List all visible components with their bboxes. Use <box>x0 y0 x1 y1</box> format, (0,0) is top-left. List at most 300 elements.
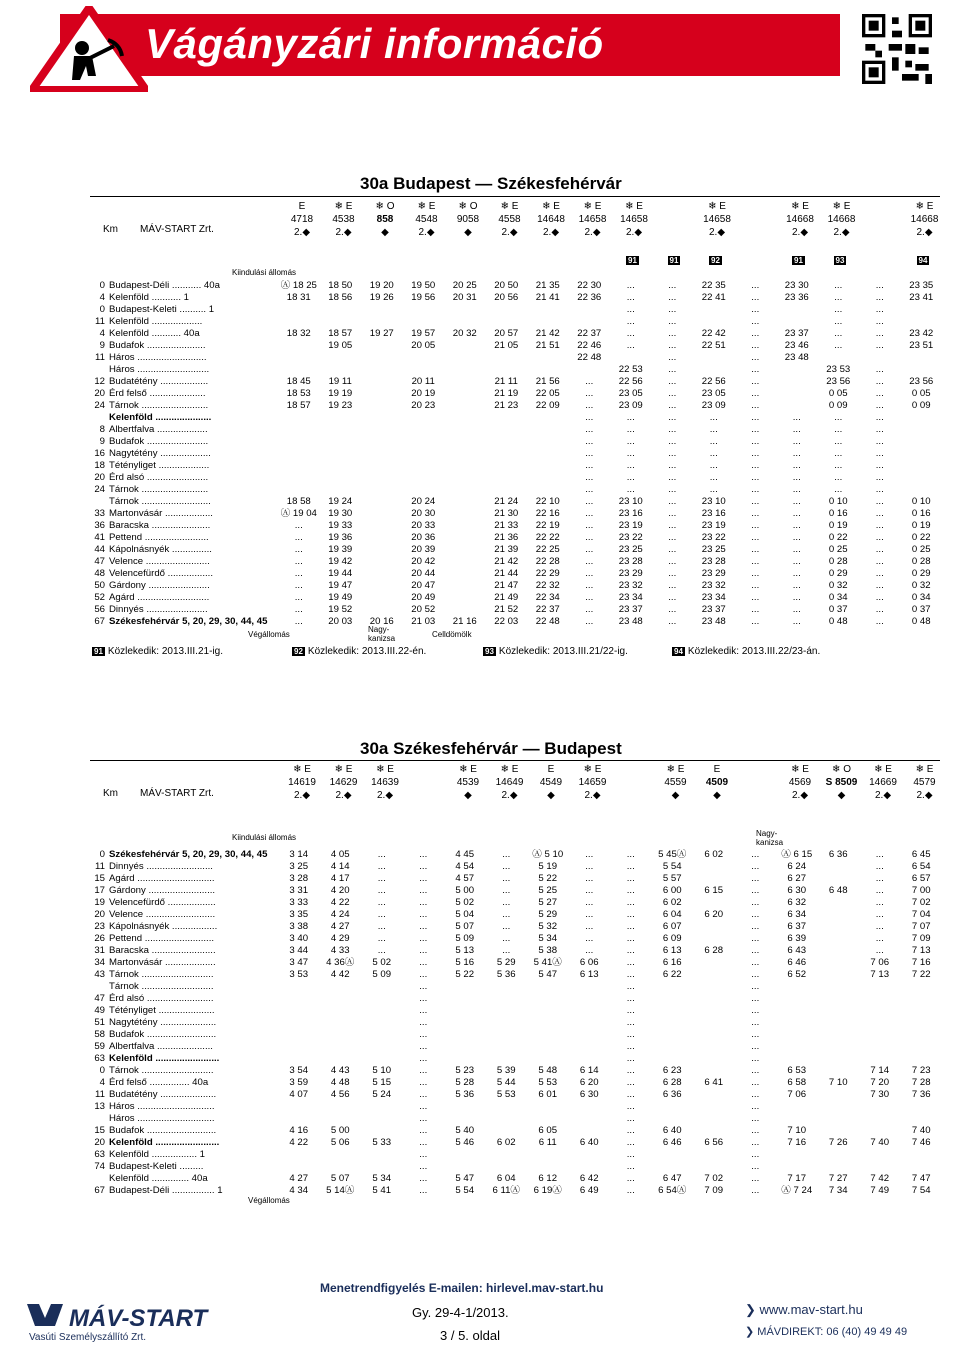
time-cell: ... <box>626 945 635 956</box>
time-cell: ... <box>626 933 635 944</box>
time-cell: 6 01 <box>538 1089 558 1100</box>
station-cell: Tárnok ........................... <box>109 1065 214 1076</box>
section2-origin-note: Nagy-kanizsa <box>756 829 784 847</box>
time-cell <box>444 532 486 544</box>
time-cell: ... <box>751 1041 760 1052</box>
section2-row <box>90 993 942 1005</box>
time-cell <box>693 1161 735 1173</box>
time-cell <box>859 1053 901 1065</box>
footnote <box>672 646 820 657</box>
time-cell: ... <box>626 424 635 435</box>
time-cell: 7 34 <box>828 1185 848 1196</box>
time-cell: ... <box>751 484 760 495</box>
time-cell <box>776 1005 818 1017</box>
section2-train-header <box>488 763 532 802</box>
time-cell <box>278 1113 320 1125</box>
station-cell: Budafok .......................... <box>109 1029 217 1040</box>
time-cell: ... <box>751 1173 760 1184</box>
time-cell <box>278 1017 320 1029</box>
time-cell: 22 25 <box>535 544 560 555</box>
time-cell: ... <box>875 849 884 860</box>
time-cell <box>693 861 735 873</box>
time-cell: ... <box>792 424 801 435</box>
time-cell: ... <box>751 508 760 519</box>
time-cell <box>403 304 445 316</box>
time-cell: ... <box>419 1041 428 1052</box>
section2-row <box>90 861 942 873</box>
section2-row <box>90 945 942 957</box>
time-cell <box>486 981 528 993</box>
time-cell: 7 06 <box>787 1089 807 1100</box>
time-cell <box>361 388 403 400</box>
time-cell: 23 28 <box>701 556 726 567</box>
time-cell <box>693 1053 735 1065</box>
time-cell: ... <box>751 496 760 507</box>
time-cell: ... <box>419 933 428 944</box>
time-cell: ... <box>585 556 594 567</box>
train-number: 4718 <box>290 214 314 225</box>
time-cell: 5 04 <box>455 909 475 920</box>
time-cell: ... <box>626 993 635 1004</box>
time-cell <box>818 993 860 1005</box>
km-cell: 13 <box>94 1101 105 1112</box>
time-cell: 23 16 <box>701 508 726 519</box>
time-cell: ... <box>834 412 843 423</box>
train-number: 14669 <box>869 777 897 788</box>
time-cell <box>901 364 943 376</box>
section1-operator: MÁV-START Zrt. <box>140 224 214 235</box>
time-cell: ... <box>626 1089 635 1100</box>
time-cell: 5 47 <box>455 1173 475 1184</box>
time-cell: ... <box>792 484 801 495</box>
time-cell: 20 33 <box>411 520 436 531</box>
time-cell: 4 27 <box>330 921 350 932</box>
time-cell: 20 23 <box>411 400 436 411</box>
time-cell: ... <box>294 556 303 567</box>
time-cell: 23 53 <box>826 364 851 375</box>
time-cell: 20 50 <box>494 280 519 291</box>
time-cell: ... <box>875 520 884 531</box>
time-cell <box>486 1017 528 1029</box>
time-cell: 23 29 <box>701 568 726 579</box>
time-cell: ... <box>751 1089 760 1100</box>
time-cell <box>693 304 735 316</box>
time-cell: 7 07 <box>911 921 931 932</box>
time-cell: ... <box>792 460 801 471</box>
station-cell: Háros ............................. <box>109 1113 215 1124</box>
km-cell: 12 <box>94 376 105 387</box>
section2-row <box>90 873 942 885</box>
time-cell <box>901 352 943 364</box>
time-cell <box>361 424 403 436</box>
time-cell: 23 42 <box>909 328 934 339</box>
train-class: 2.◆ <box>335 227 352 238</box>
time-cell: 6 05 <box>538 1125 558 1136</box>
section2-row <box>90 1101 942 1113</box>
time-cell <box>859 1113 901 1125</box>
time-cell: 6 48 <box>828 885 848 896</box>
station-cell: Baracska ........................ <box>109 945 216 956</box>
time-cell: 5 40 <box>455 1125 475 1136</box>
time-cell: ... <box>792 448 801 459</box>
km-cell <box>90 981 108 993</box>
time-cell <box>403 472 445 484</box>
time-cell: ... <box>626 472 635 483</box>
section2-train-header <box>778 763 822 802</box>
time-cell: 6 58 <box>787 1077 807 1088</box>
time-cell: 23 48 <box>618 616 643 627</box>
time-cell <box>569 1053 611 1065</box>
time-cell: 21 33 <box>494 520 519 531</box>
time-cell: ... <box>668 544 677 555</box>
time-cell <box>527 981 569 993</box>
time-cell: 6 24 <box>787 861 807 872</box>
time-cell: 5 36 <box>496 969 516 980</box>
time-cell <box>486 364 528 376</box>
train-symbol: ❄ E <box>708 201 726 212</box>
time-cell <box>361 1161 403 1173</box>
station-cell: Érd alsó ......................... <box>109 993 214 1004</box>
time-cell <box>278 424 320 436</box>
time-cell: ... <box>668 616 677 627</box>
km-cell: 0 <box>99 1065 105 1076</box>
time-cell <box>527 460 569 472</box>
section1-row <box>90 544 942 556</box>
km-cell: 20 <box>94 472 105 483</box>
time-cell <box>901 412 943 424</box>
time-cell: 4 48 <box>330 1077 350 1088</box>
km-cell: 4 <box>99 292 105 303</box>
time-cell <box>361 436 403 448</box>
time-cell: 22 56 <box>618 376 643 387</box>
time-cell: ... <box>502 945 511 956</box>
time-cell <box>693 897 735 909</box>
time-cell: 20 57 <box>494 328 519 339</box>
time-cell: 22 22 <box>535 532 560 543</box>
time-cell: 4 14 <box>330 861 350 872</box>
time-cell <box>361 1101 403 1113</box>
time-cell <box>818 1161 860 1173</box>
time-cell: 0 19 <box>828 520 848 531</box>
time-cell: 18 32 <box>286 328 311 339</box>
time-cell <box>320 436 362 448</box>
train-number: 4579 <box>913 777 936 788</box>
time-cell: ... <box>751 1137 760 1148</box>
km-cell: 9 <box>99 436 105 447</box>
time-cell: ... <box>585 484 594 495</box>
time-cell <box>776 316 818 328</box>
time-cell: ... <box>626 921 635 932</box>
time-cell: ... <box>419 1053 428 1064</box>
section1-train-header <box>529 200 573 239</box>
time-cell: 19 11 <box>328 376 352 387</box>
time-cell: ... <box>585 544 594 555</box>
time-cell: 6 49 <box>579 1185 599 1196</box>
time-cell: 7 04 <box>911 909 931 920</box>
time-cell <box>486 472 528 484</box>
section2-train-header <box>446 763 490 802</box>
time-cell: ... <box>668 604 677 615</box>
time-cell: 5 38 <box>538 945 558 956</box>
time-cell: ... <box>751 376 760 387</box>
section2-train-header <box>571 763 615 802</box>
section2-row <box>90 885 942 897</box>
time-cell: 6 46 <box>787 957 807 968</box>
time-cell: 21 23 <box>494 400 519 411</box>
time-cell: 23 35 <box>909 280 934 291</box>
footer-website-link[interactable]: ❯ www.mav-start.hu <box>745 1302 863 1317</box>
time-cell: ... <box>668 280 677 291</box>
time-cell: 5 19 <box>538 861 558 872</box>
time-cell: ... <box>668 388 677 399</box>
time-cell: ... <box>419 1005 428 1016</box>
train-symbol: ❄ E <box>583 201 602 212</box>
section1-row <box>90 568 942 580</box>
station-cell: Háros ............................. <box>109 1101 215 1112</box>
train-number: 4509 <box>705 777 729 788</box>
km-cell <box>90 1173 108 1185</box>
section1-row <box>90 280 942 292</box>
time-cell: 22 53 <box>618 364 643 375</box>
time-cell <box>693 1113 735 1125</box>
station-cell: Baracska ...................... <box>109 520 211 531</box>
time-cell: 23 34 <box>701 592 726 603</box>
time-cell <box>527 1017 569 1029</box>
time-cell: ... <box>875 532 884 543</box>
time-cell <box>652 1101 694 1113</box>
time-cell: 7 22 <box>911 969 931 980</box>
km-cell: 34 <box>94 957 105 968</box>
section2-km-label: Km <box>103 788 118 799</box>
time-cell <box>527 304 569 316</box>
time-cell: 5 02 <box>372 957 392 968</box>
time-cell: 22 30 <box>577 280 602 291</box>
time-cell: ... <box>834 292 843 303</box>
time-cell: 3 33 <box>289 897 309 908</box>
train-number: 14658 <box>620 214 648 225</box>
time-cell: 7 46 <box>911 1137 931 1148</box>
time-cell <box>361 448 403 460</box>
section1-train-header <box>903 200 947 239</box>
time-cell: ... <box>626 304 635 315</box>
time-cell <box>278 340 320 352</box>
section1-row <box>90 604 942 616</box>
train-number: S 8509 <box>825 777 858 788</box>
km-cell: 49 <box>94 1005 105 1016</box>
time-cell: ... <box>792 472 801 483</box>
time-cell <box>444 364 486 376</box>
train-symbol: ❄ E <box>459 764 477 775</box>
time-cell <box>818 909 860 921</box>
time-cell: ... <box>585 460 594 471</box>
time-cell: 0 25 <box>911 544 931 555</box>
time-cell: ... <box>377 861 386 872</box>
time-cell: ... <box>419 1173 428 1184</box>
section2-row <box>90 1053 942 1065</box>
time-cell: ... <box>377 873 386 884</box>
time-cell <box>652 981 694 993</box>
time-cell: 5 29 <box>538 909 558 920</box>
time-cell: ... <box>626 448 635 459</box>
time-cell: ... <box>875 424 884 435</box>
time-cell: 21 16 <box>452 616 477 627</box>
time-cell <box>901 1017 943 1029</box>
time-cell: 23 36 <box>784 292 809 303</box>
time-cell: ... <box>626 1149 635 1160</box>
time-cell: 6 13 <box>662 945 682 956</box>
time-cell: ... <box>668 472 677 483</box>
time-cell: 6 27 <box>787 873 807 884</box>
time-cell <box>527 424 569 436</box>
train-number: 4538 <box>332 214 355 225</box>
time-cell: 23 25 <box>701 544 726 555</box>
station-cell: Kelenföld ........... 1 <box>109 292 189 303</box>
time-cell: ... <box>585 873 594 884</box>
time-cell: 21 47 <box>494 580 519 591</box>
time-cell: ... <box>751 364 760 375</box>
time-cell <box>444 508 486 520</box>
time-cell <box>901 1101 943 1113</box>
time-cell: ... <box>751 1125 760 1136</box>
time-cell: ... <box>834 340 843 351</box>
time-cell <box>361 520 403 532</box>
time-cell <box>361 1017 403 1029</box>
time-cell: ... <box>626 328 635 339</box>
km-cell: 0 <box>99 849 105 860</box>
time-cell <box>693 316 735 328</box>
time-cell: ... <box>419 981 428 992</box>
time-cell: 7 28 <box>911 1077 931 1088</box>
time-cell: 4 34 <box>289 1185 309 1196</box>
time-cell: 0 48 <box>828 616 848 627</box>
time-cell: 5 06 <box>330 1137 350 1148</box>
time-cell: ... <box>668 400 677 411</box>
time-cell: 6 09 <box>662 933 682 944</box>
time-cell: ... <box>875 897 884 908</box>
time-cell <box>361 472 403 484</box>
time-cell: ... <box>751 1101 760 1112</box>
train-number: 4549 <box>539 777 563 788</box>
time-cell: ... <box>834 328 843 339</box>
section1-title: 30a Budapest — Székesfehérvár <box>360 174 622 193</box>
time-cell <box>818 861 860 873</box>
time-cell: ... <box>585 472 594 483</box>
time-cell: 0 05 <box>911 388 931 399</box>
time-cell: 6 11 <box>538 1137 557 1148</box>
time-cell: ... <box>751 472 760 483</box>
time-cell: 7 09 <box>911 933 931 944</box>
time-cell: ... <box>585 520 594 531</box>
time-cell: ... <box>419 921 428 932</box>
time-cell: ... <box>792 556 801 567</box>
time-cell: ... <box>626 1113 635 1124</box>
time-cell: ... <box>792 616 801 627</box>
train-symbol: ❄ E <box>915 764 934 775</box>
time-cell: ... <box>585 568 594 579</box>
km-cell: 31 <box>94 945 105 956</box>
train-number: 14629 <box>329 777 358 788</box>
time-cell <box>901 1005 943 1017</box>
time-cell <box>403 352 445 364</box>
station-cell: Kelenföld ................. 1 <box>109 1149 205 1160</box>
time-cell: ... <box>626 460 635 471</box>
time-cell <box>444 376 486 388</box>
time-cell: 0 32 <box>828 580 848 591</box>
train-number: 4558 <box>498 214 521 225</box>
train-symbol: ❄ E <box>417 201 436 212</box>
time-cell <box>818 1017 860 1029</box>
time-cell <box>320 460 362 472</box>
time-cell <box>776 1017 818 1029</box>
time-cell <box>403 424 445 436</box>
time-cell <box>320 1161 362 1173</box>
time-cell <box>818 933 860 945</box>
footer-page-number: 3 / 5. oldal <box>440 1328 500 1343</box>
time-cell <box>444 993 486 1005</box>
time-cell: ... <box>834 424 843 435</box>
time-cell: 5 48 <box>538 1065 558 1076</box>
time-cell: 5 10 <box>372 1065 392 1076</box>
time-cell <box>693 364 735 376</box>
time-cell: 7 13 <box>911 945 931 956</box>
time-cell <box>320 448 362 460</box>
time-cell: 23 32 <box>618 580 643 591</box>
time-cell: ... <box>377 945 386 956</box>
time-cell: ... <box>792 496 801 507</box>
time-cell: ... <box>751 292 760 303</box>
time-cell: 5 32 <box>538 921 558 932</box>
time-cell: 20 16 <box>369 616 394 627</box>
station-cell: Dinnyés ....................... <box>109 604 208 615</box>
time-cell <box>320 484 362 496</box>
station-cell: Velence .......................... <box>109 909 216 920</box>
time-cell: 6 43 <box>787 945 807 956</box>
km-cell: 50 <box>94 580 105 591</box>
time-cell: 6 40 <box>579 1137 599 1148</box>
time-cell <box>693 1017 735 1029</box>
time-cell: 4 22 <box>330 897 350 908</box>
section2-row <box>90 1077 942 1089</box>
time-cell: ... <box>377 897 386 908</box>
time-cell: ... <box>626 885 635 896</box>
footnote <box>292 646 426 657</box>
train-class: 2.◆ <box>625 227 643 238</box>
time-cell <box>901 424 943 436</box>
time-cell: 21 41 <box>535 292 560 303</box>
section1-row <box>90 484 942 496</box>
section1-column-tag: 91 <box>628 256 637 265</box>
time-cell <box>320 993 362 1005</box>
time-cell <box>361 604 403 616</box>
section2-row <box>90 1065 942 1077</box>
time-cell <box>278 448 320 460</box>
time-cell <box>278 364 320 376</box>
time-cell: 6 22 <box>662 969 682 980</box>
train-class: 2.◆ <box>833 227 850 238</box>
section2-row <box>90 1137 942 1149</box>
time-cell: ... <box>875 921 884 932</box>
time-cell: 4 29 <box>330 933 350 944</box>
time-cell <box>444 592 486 604</box>
time-cell: 23 32 <box>701 580 726 591</box>
time-cell: ... <box>709 424 718 435</box>
km-cell <box>90 364 108 376</box>
time-cell <box>361 1053 403 1065</box>
time-cell: 19 05 <box>328 340 353 351</box>
station-cell: Budafok ...................... <box>109 340 206 351</box>
section2-row <box>90 1089 942 1101</box>
section2-row <box>90 1113 942 1125</box>
